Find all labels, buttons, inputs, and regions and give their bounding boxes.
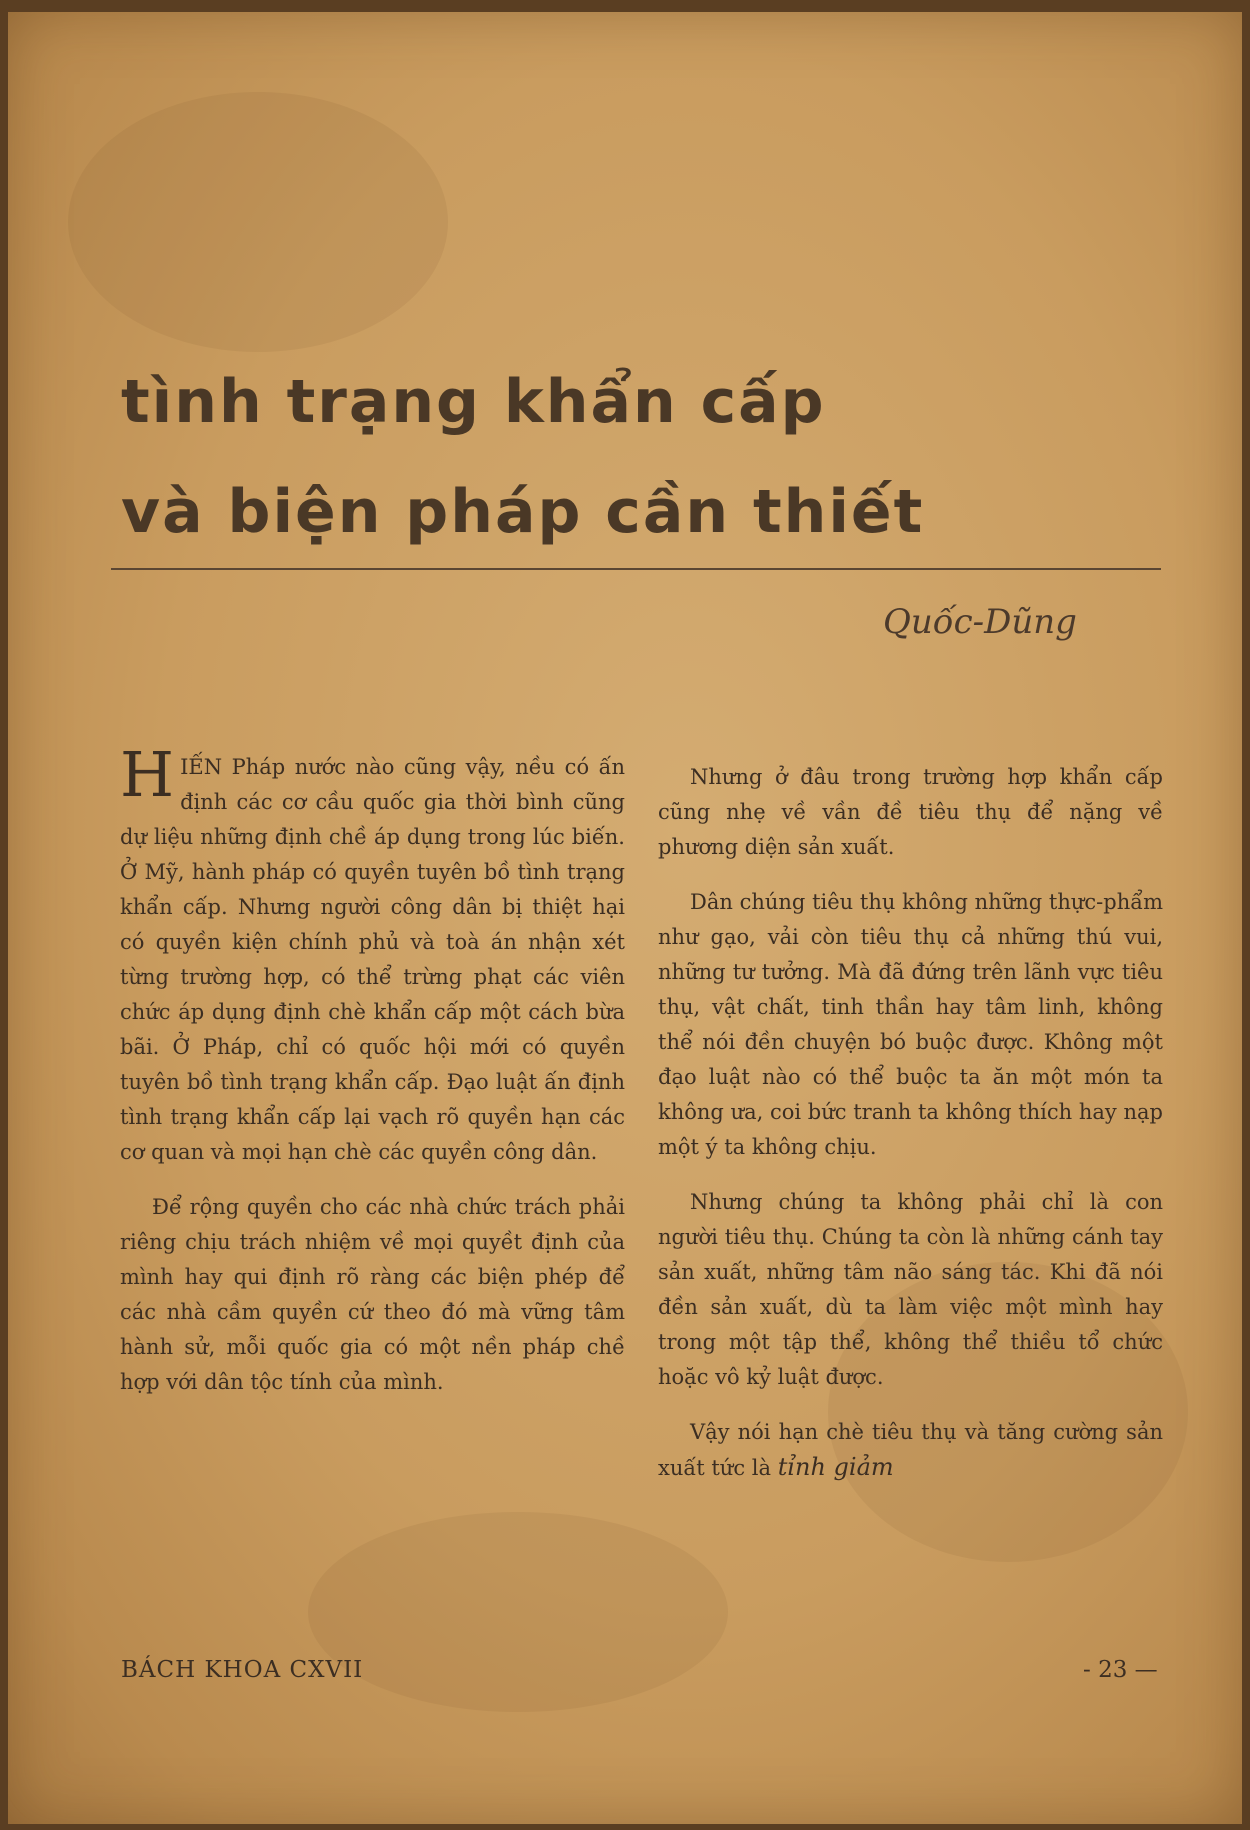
page-number: - 23 — [1083, 1657, 1158, 1683]
left-paragraph-1 [120, 738, 625, 1170]
page-sheet [8, 12, 1242, 1824]
article-title-line-1: tình trạng khẩn cấp [121, 367, 826, 437]
paper-stain [68, 92, 448, 352]
right-column [658, 760, 1163, 1506]
left-paragraph-2: Để rộng quyền cho các nhà chức trách phải riêng chịu trách nhiệm về mọi quyềt định của mình hay qui định rõ ràng các biện phép để các nhà cầm quyền cứ theo đó mà vững tâm hành sử, mỗi quốc gia có một nền pháp chề hợp với dân tộc tính của mình. [120, 1195, 625, 1394]
paragraph-text: Vậy nói hạn chè tiêu thụ và tăng cường sản xuất tức là [658, 1420, 1163, 1480]
drop-cap: H [120, 738, 175, 811]
right-paragraph-1: Nhưng ở đâu trong trường hợp khẩn cấp cũng nhẹ về vần đề tiêu thụ để nặng về phương diện sản xuất. [658, 765, 1163, 859]
paper-stain [308, 1512, 728, 1712]
author-signature: Quốc-Dũng [883, 602, 1077, 642]
paragraph-text: Pháp nước nào cũng vậy, nều có ấn định các cơ cầu quốc gia thời bình cũng dự liệu những định chề áp dụng trong lúc biến. Ở Mỹ, hành pháp có quyền tuyên bồ tình trạng khẩn cấp. Nhưng người công dân bị thiệt hại có quyền kiện chính phủ và toà án nhận xét từng trường hợp, có thể trừng phạt các viên chức áp dụng định chè khẩn cấp một cách bừa bãi. Ở Pháp, chỉ có quốc hội mới có quyền tuyên bồ tình trạng khẩn cấp. Đạo luật ấn định tình trạng khẩn cấp lại vạch rõ quyền hạn các cơ quan và mọi hạn chè các quyền công dân. [120, 755, 625, 1164]
right-paragraph-4 [658, 1415, 1163, 1486]
article-title-line-2: và biện pháp cần thiết [121, 477, 925, 547]
title-rule [111, 568, 1161, 570]
italic-phrase: tỉnh giảm [777, 1453, 894, 1481]
right-paragraph-3: Nhưng chúng ta không phải chỉ là con người tiêu thụ. Chúng ta còn là những cánh tay sản xuất, những tâm não sáng tác. Khi đã nói đền sản xuất, dù ta làm việc một mình hay trong một tập thể, không thể thiều tổ chức hoặc vô kỷ luật được. [658, 1190, 1163, 1389]
left-column [120, 738, 625, 1420]
lead-word: IẾN [180, 755, 223, 779]
publication-name: BÁCH KHOA CXVII [121, 1657, 364, 1683]
right-paragraph-2: Dân chúng tiêu thụ không những thực-phẩm như gạo, vải còn tiêu thụ cả những thú vui, những tư tưởng. Mà đã đứng trên lãnh vực tiêu thụ, vật chất, tinh thần hay tâm linh, không thể nói đền chuyện bó buộc được. Không một đạo luật nào có thể buộc ta ăn một món ta không ưa, coi bức tranh ta không thích hay nạp một ý ta không chịu. [658, 890, 1163, 1159]
